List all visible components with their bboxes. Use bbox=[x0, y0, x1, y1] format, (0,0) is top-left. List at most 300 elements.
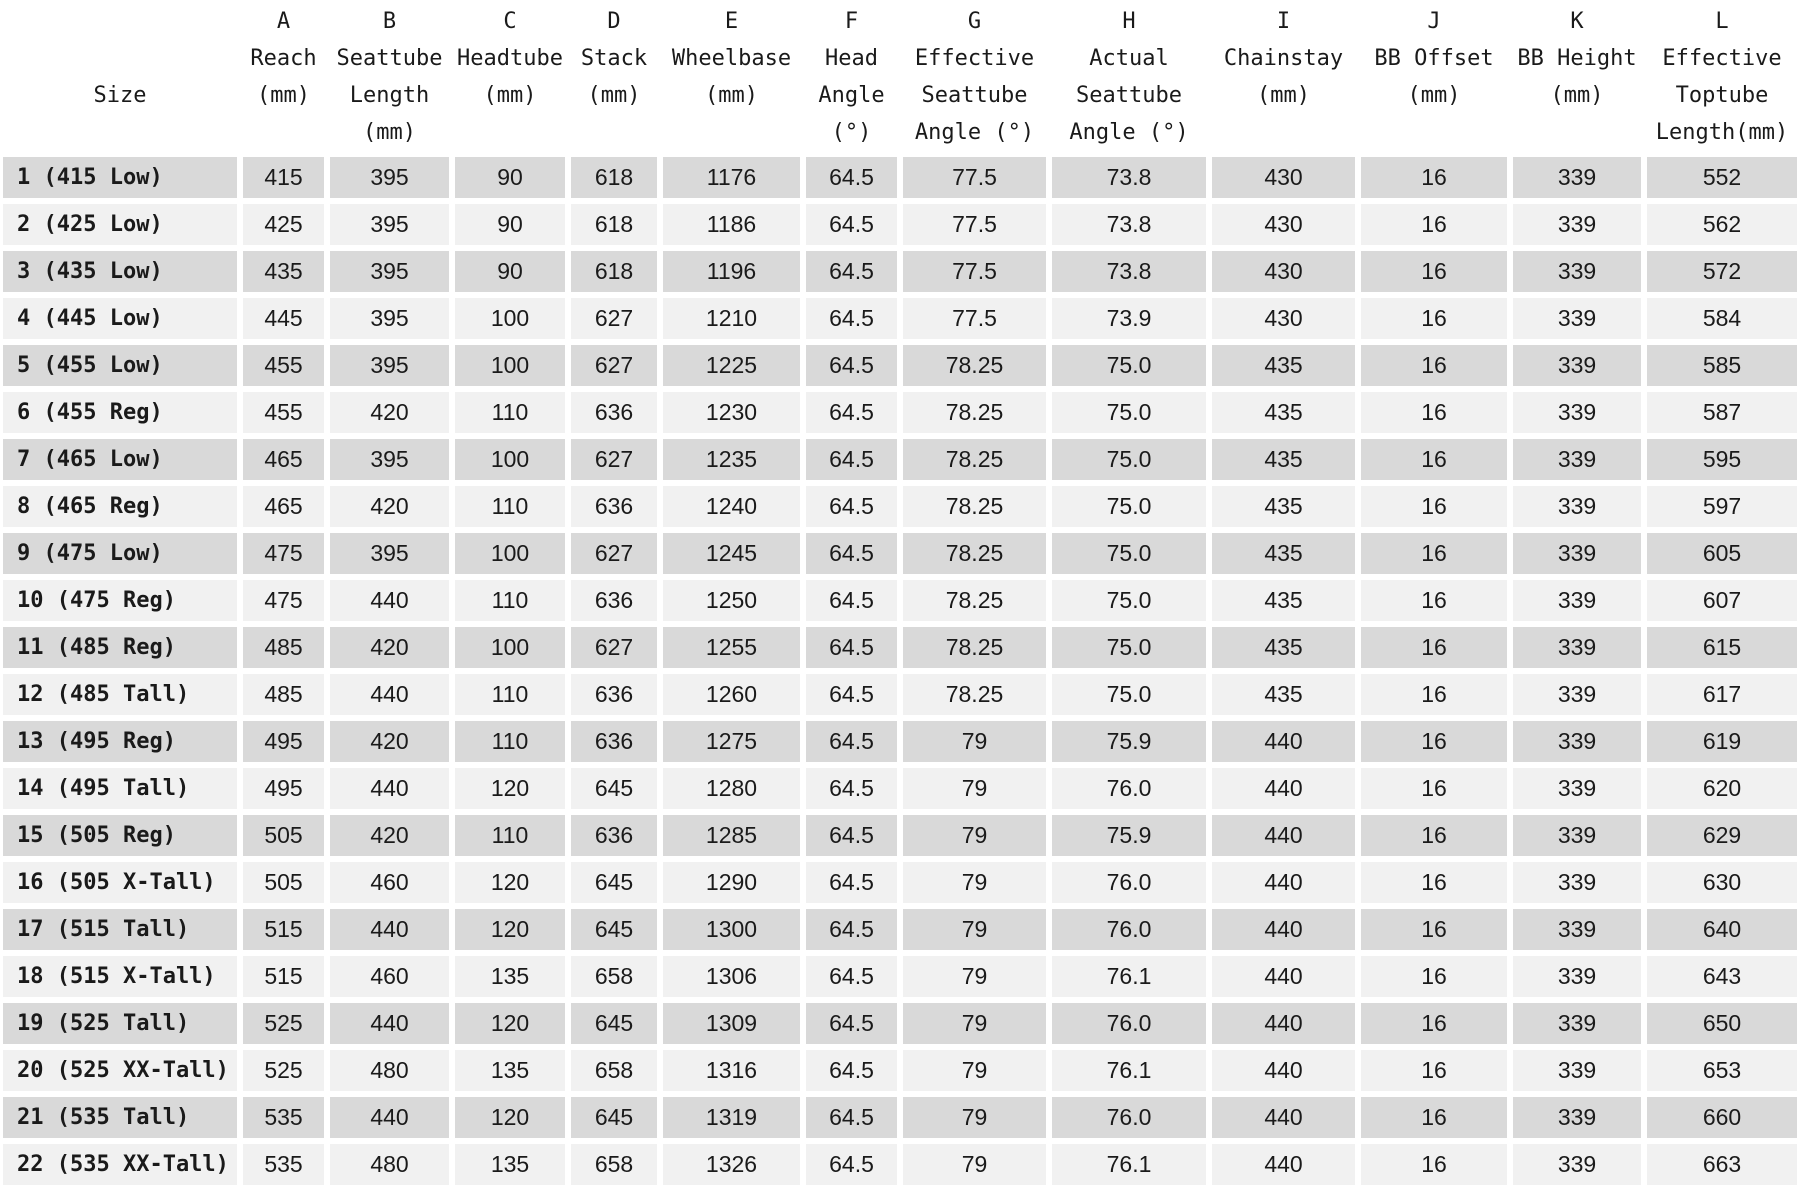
value-cell-i: 440 bbox=[1212, 768, 1355, 809]
value-cell-a: 505 bbox=[243, 815, 324, 856]
value-cell-g: 79 bbox=[903, 815, 1046, 856]
value-cell-a: 505 bbox=[243, 862, 324, 903]
value-cell-g: 78.25 bbox=[903, 439, 1046, 480]
value-cell-i: 435 bbox=[1212, 533, 1355, 574]
column-header-line: Angle (°) bbox=[1069, 120, 1189, 145]
value-cell-l: 629 bbox=[1647, 815, 1797, 856]
size-cell: 21 (535 Tall) bbox=[3, 1097, 237, 1138]
value-cell-k: 339 bbox=[1513, 1144, 1641, 1185]
value-cell-b: 440 bbox=[330, 1097, 449, 1138]
size-cell: 10 (475 Reg) bbox=[3, 580, 237, 621]
table-row bbox=[3, 862, 1797, 903]
value-cell-h: 75.0 bbox=[1052, 674, 1206, 715]
value-cell-f: 64.5 bbox=[806, 1097, 897, 1138]
table-row bbox=[3, 345, 1797, 386]
value-cell-e: 1285 bbox=[663, 815, 800, 856]
size-cell: 8 (465 Reg) bbox=[3, 486, 237, 527]
value-cell-k: 339 bbox=[1513, 157, 1641, 198]
value-cell-d: 645 bbox=[571, 768, 657, 809]
value-cell-j: 16 bbox=[1361, 298, 1507, 339]
value-cell-h: 73.8 bbox=[1052, 157, 1206, 198]
value-cell-k: 339 bbox=[1513, 674, 1641, 715]
value-cell-a: 535 bbox=[243, 1097, 324, 1138]
table-row bbox=[3, 721, 1797, 762]
size-cell: 13 (495 Reg) bbox=[3, 721, 237, 762]
column-header-c bbox=[455, 3, 565, 151]
table-row bbox=[3, 580, 1797, 621]
column-header-line: Effective bbox=[914, 46, 1035, 71]
value-cell-d: 645 bbox=[571, 1097, 657, 1138]
value-cell-e: 1290 bbox=[663, 862, 800, 903]
value-cell-c: 120 bbox=[455, 909, 565, 950]
column-header-line: (mm) bbox=[1550, 83, 1604, 108]
value-cell-e: 1210 bbox=[663, 298, 800, 339]
column-header-line bbox=[571, 114, 657, 151]
value-cell-j: 16 bbox=[1361, 862, 1507, 903]
value-cell-e: 1250 bbox=[663, 580, 800, 621]
size-cell: 18 (515 X-Tall) bbox=[3, 956, 237, 997]
column-header-line: D bbox=[607, 9, 621, 34]
column-header-h bbox=[1052, 3, 1206, 151]
value-cell-d: 636 bbox=[571, 674, 657, 715]
column-header-line: C bbox=[503, 9, 517, 34]
value-cell-d: 627 bbox=[571, 533, 657, 574]
column-header-line: (mm) bbox=[257, 83, 310, 108]
value-cell-d: 658 bbox=[571, 956, 657, 997]
column-header-d bbox=[571, 3, 657, 151]
value-cell-h: 75.0 bbox=[1052, 486, 1206, 527]
column-header-line: Chainstay bbox=[1223, 46, 1344, 71]
column-header-l bbox=[1647, 3, 1797, 151]
value-cell-b: 420 bbox=[330, 486, 449, 527]
column-header-line: BB Offset bbox=[1374, 46, 1494, 71]
value-cell-f: 64.5 bbox=[806, 533, 897, 574]
value-cell-c: 110 bbox=[455, 674, 565, 715]
value-cell-d: 636 bbox=[571, 486, 657, 527]
value-cell-k: 339 bbox=[1513, 627, 1641, 668]
value-cell-g: 77.5 bbox=[903, 298, 1046, 339]
value-cell-i: 440 bbox=[1212, 956, 1355, 997]
value-cell-k: 339 bbox=[1513, 580, 1641, 621]
value-cell-h: 73.9 bbox=[1052, 298, 1206, 339]
table-row bbox=[3, 1144, 1797, 1185]
value-cell-j: 16 bbox=[1361, 439, 1507, 480]
value-cell-b: 395 bbox=[330, 533, 449, 574]
column-header-line: Seattube bbox=[336, 46, 443, 71]
column-header-line: Headtube bbox=[457, 46, 563, 71]
table-row bbox=[3, 674, 1797, 715]
value-cell-g: 79 bbox=[903, 862, 1046, 903]
value-cell-a: 455 bbox=[243, 392, 324, 433]
value-cell-e: 1255 bbox=[663, 627, 800, 668]
value-cell-d: 636 bbox=[571, 815, 657, 856]
value-cell-k: 339 bbox=[1513, 298, 1641, 339]
value-cell-f: 64.5 bbox=[806, 345, 897, 386]
value-cell-b: 395 bbox=[330, 157, 449, 198]
value-cell-h: 76.0 bbox=[1052, 1097, 1206, 1138]
column-header-line: F bbox=[844, 9, 859, 34]
value-cell-k: 339 bbox=[1513, 251, 1641, 292]
value-cell-k: 339 bbox=[1513, 815, 1641, 856]
header-row bbox=[3, 3, 1797, 151]
value-cell-j: 16 bbox=[1361, 1003, 1507, 1044]
column-header-line bbox=[455, 114, 565, 151]
value-cell-c: 110 bbox=[455, 580, 565, 621]
size-cell: 7 (465 Low) bbox=[3, 439, 237, 480]
value-cell-g: 77.5 bbox=[903, 251, 1046, 292]
value-cell-l: 585 bbox=[1647, 345, 1797, 386]
value-cell-e: 1306 bbox=[663, 956, 800, 997]
column-header-line: H bbox=[1122, 9, 1136, 34]
value-cell-e: 1319 bbox=[663, 1097, 800, 1138]
table-header bbox=[3, 3, 1797, 151]
value-cell-a: 535 bbox=[243, 1144, 324, 1185]
value-cell-a: 495 bbox=[243, 721, 324, 762]
value-cell-h: 76.0 bbox=[1052, 862, 1206, 903]
value-cell-j: 16 bbox=[1361, 1144, 1507, 1185]
column-header-line: (mm) bbox=[587, 83, 641, 108]
column-header-line: (mm) bbox=[705, 83, 758, 108]
size-cell: 3 (435 Low) bbox=[3, 251, 237, 292]
column-header-line: Length(mm) bbox=[1655, 120, 1789, 145]
column-header-k bbox=[1513, 3, 1641, 151]
value-cell-i: 440 bbox=[1212, 1050, 1355, 1091]
table-row bbox=[3, 298, 1797, 339]
value-cell-l: 650 bbox=[1647, 1003, 1797, 1044]
value-cell-l: 615 bbox=[1647, 627, 1797, 668]
value-cell-d: 636 bbox=[571, 721, 657, 762]
value-cell-j: 16 bbox=[1361, 815, 1507, 856]
size-cell: 20 (525 XX-Tall) bbox=[3, 1050, 237, 1091]
size-cell: 1 (415 Low) bbox=[3, 157, 237, 198]
value-cell-i: 440 bbox=[1212, 909, 1355, 950]
value-cell-c: 100 bbox=[455, 298, 565, 339]
column-header-line: L bbox=[1715, 9, 1729, 34]
value-cell-b: 440 bbox=[330, 674, 449, 715]
value-cell-k: 339 bbox=[1513, 909, 1641, 950]
column-header-line bbox=[1361, 114, 1507, 151]
value-cell-l: 643 bbox=[1647, 956, 1797, 997]
value-cell-l: 595 bbox=[1647, 439, 1797, 480]
value-cell-j: 16 bbox=[1361, 768, 1507, 809]
column-header-size bbox=[3, 3, 237, 151]
column-header-line: Seattube bbox=[1076, 83, 1182, 108]
value-cell-b: 440 bbox=[330, 580, 449, 621]
table-row bbox=[3, 204, 1797, 245]
value-cell-i: 435 bbox=[1212, 486, 1355, 527]
column-header-g bbox=[903, 3, 1046, 151]
value-cell-g: 77.5 bbox=[903, 157, 1046, 198]
column-header-line: Seattube bbox=[921, 83, 1028, 108]
value-cell-d: 627 bbox=[571, 627, 657, 668]
value-cell-d: 636 bbox=[571, 580, 657, 621]
value-cell-h: 75.9 bbox=[1052, 721, 1206, 762]
value-cell-a: 475 bbox=[243, 533, 324, 574]
value-cell-b: 420 bbox=[330, 721, 449, 762]
size-cell: 16 (505 X-Tall) bbox=[3, 862, 237, 903]
value-cell-l: 620 bbox=[1647, 768, 1797, 809]
value-cell-h: 75.9 bbox=[1052, 815, 1206, 856]
value-cell-k: 339 bbox=[1513, 721, 1641, 762]
value-cell-a: 435 bbox=[243, 251, 324, 292]
size-cell: 6 (455 Reg) bbox=[3, 392, 237, 433]
value-cell-g: 78.25 bbox=[903, 486, 1046, 527]
value-cell-h: 76.0 bbox=[1052, 768, 1206, 809]
value-cell-d: 658 bbox=[571, 1144, 657, 1185]
value-cell-f: 64.5 bbox=[806, 1050, 897, 1091]
value-cell-c: 100 bbox=[455, 439, 565, 480]
value-cell-c: 110 bbox=[455, 721, 565, 762]
value-cell-a: 495 bbox=[243, 768, 324, 809]
column-header-line bbox=[3, 3, 237, 40]
value-cell-a: 465 bbox=[243, 439, 324, 480]
value-cell-e: 1240 bbox=[663, 486, 800, 527]
value-cell-e: 1225 bbox=[663, 345, 800, 386]
value-cell-i: 440 bbox=[1212, 815, 1355, 856]
value-cell-d: 627 bbox=[571, 345, 657, 386]
value-cell-a: 485 bbox=[243, 674, 324, 715]
value-cell-c: 90 bbox=[455, 157, 565, 198]
value-cell-c: 135 bbox=[455, 956, 565, 997]
column-header-f bbox=[806, 3, 897, 151]
value-cell-e: 1326 bbox=[663, 1144, 800, 1185]
value-cell-k: 339 bbox=[1513, 956, 1641, 997]
column-header-line: Stack bbox=[580, 46, 648, 71]
value-cell-c: 110 bbox=[455, 815, 565, 856]
value-cell-k: 339 bbox=[1513, 1050, 1641, 1091]
column-header-line bbox=[3, 40, 237, 77]
value-cell-g: 78.25 bbox=[903, 392, 1046, 433]
value-cell-j: 16 bbox=[1361, 674, 1507, 715]
column-header-line bbox=[243, 114, 324, 151]
value-cell-k: 339 bbox=[1513, 862, 1641, 903]
value-cell-c: 120 bbox=[455, 768, 565, 809]
value-cell-l: 605 bbox=[1647, 533, 1797, 574]
value-cell-k: 339 bbox=[1513, 533, 1641, 574]
value-cell-h: 75.0 bbox=[1052, 345, 1206, 386]
size-cell: 5 (455 Low) bbox=[3, 345, 237, 386]
table-row bbox=[3, 439, 1797, 480]
value-cell-f: 64.5 bbox=[806, 909, 897, 950]
value-cell-g: 78.25 bbox=[903, 627, 1046, 668]
value-cell-c: 90 bbox=[455, 204, 565, 245]
value-cell-h: 76.1 bbox=[1052, 956, 1206, 997]
value-cell-e: 1316 bbox=[663, 1050, 800, 1091]
value-cell-f: 64.5 bbox=[806, 1003, 897, 1044]
value-cell-j: 16 bbox=[1361, 956, 1507, 997]
value-cell-e: 1275 bbox=[663, 721, 800, 762]
value-cell-b: 480 bbox=[330, 1144, 449, 1185]
value-cell-f: 64.5 bbox=[806, 674, 897, 715]
size-cell: 22 (535 XX-Tall) bbox=[3, 1144, 237, 1185]
value-cell-b: 395 bbox=[330, 204, 449, 245]
value-cell-a: 485 bbox=[243, 627, 324, 668]
value-cell-f: 64.5 bbox=[806, 721, 897, 762]
value-cell-e: 1280 bbox=[663, 768, 800, 809]
table-row bbox=[3, 486, 1797, 527]
value-cell-i: 435 bbox=[1212, 345, 1355, 386]
value-cell-b: 395 bbox=[330, 298, 449, 339]
column-header-line: Head bbox=[825, 46, 878, 71]
value-cell-f: 64.5 bbox=[806, 862, 897, 903]
value-cell-e: 1300 bbox=[663, 909, 800, 950]
column-header-line: Toptube bbox=[1675, 83, 1769, 108]
value-cell-l: 619 bbox=[1647, 721, 1797, 762]
table-row bbox=[3, 392, 1797, 433]
column-header-line bbox=[1513, 114, 1641, 151]
value-cell-a: 415 bbox=[243, 157, 324, 198]
value-cell-g: 77.5 bbox=[903, 204, 1046, 245]
value-cell-j: 16 bbox=[1361, 486, 1507, 527]
value-cell-l: 630 bbox=[1647, 862, 1797, 903]
value-cell-f: 64.5 bbox=[806, 580, 897, 621]
value-cell-f: 64.5 bbox=[806, 815, 897, 856]
column-header-line bbox=[663, 114, 800, 151]
column-header-b bbox=[330, 3, 449, 151]
table-row bbox=[3, 533, 1797, 574]
value-cell-j: 16 bbox=[1361, 533, 1507, 574]
value-cell-l: 653 bbox=[1647, 1050, 1797, 1091]
value-cell-b: 395 bbox=[330, 251, 449, 292]
value-cell-c: 110 bbox=[455, 486, 565, 527]
value-cell-h: 76.1 bbox=[1052, 1050, 1206, 1091]
value-cell-c: 120 bbox=[455, 1003, 565, 1044]
value-cell-h: 73.8 bbox=[1052, 251, 1206, 292]
value-cell-e: 1230 bbox=[663, 392, 800, 433]
value-cell-g: 78.25 bbox=[903, 580, 1046, 621]
value-cell-l: 572 bbox=[1647, 251, 1797, 292]
value-cell-d: 618 bbox=[571, 204, 657, 245]
value-cell-h: 76.0 bbox=[1052, 909, 1206, 950]
value-cell-j: 16 bbox=[1361, 1050, 1507, 1091]
value-cell-i: 430 bbox=[1212, 157, 1355, 198]
value-cell-j: 16 bbox=[1361, 157, 1507, 198]
value-cell-i: 435 bbox=[1212, 674, 1355, 715]
value-cell-c: 100 bbox=[455, 533, 565, 574]
value-cell-h: 76.1 bbox=[1052, 1144, 1206, 1185]
value-cell-i: 440 bbox=[1212, 721, 1355, 762]
value-cell-j: 16 bbox=[1361, 909, 1507, 950]
column-header-line: BB Height bbox=[1517, 46, 1637, 71]
value-cell-f: 64.5 bbox=[806, 768, 897, 809]
value-cell-l: 584 bbox=[1647, 298, 1797, 339]
value-cell-a: 425 bbox=[243, 204, 324, 245]
column-header-line: (mm) bbox=[363, 120, 416, 145]
value-cell-e: 1186 bbox=[663, 204, 800, 245]
value-cell-k: 339 bbox=[1513, 392, 1641, 433]
value-cell-c: 110 bbox=[455, 392, 565, 433]
column-header-line bbox=[1212, 114, 1355, 151]
value-cell-l: 587 bbox=[1647, 392, 1797, 433]
value-cell-k: 339 bbox=[1513, 439, 1641, 480]
column-header-line: Angle bbox=[818, 83, 885, 108]
value-cell-i: 430 bbox=[1212, 204, 1355, 245]
value-cell-d: 645 bbox=[571, 909, 657, 950]
column-header-line: Reach bbox=[250, 46, 317, 71]
table-row bbox=[3, 251, 1797, 292]
value-cell-g: 79 bbox=[903, 956, 1046, 997]
value-cell-c: 100 bbox=[455, 345, 565, 386]
value-cell-k: 339 bbox=[1513, 486, 1641, 527]
column-header-line: Size bbox=[93, 83, 147, 108]
table-row bbox=[3, 1097, 1797, 1138]
value-cell-k: 339 bbox=[1513, 1003, 1641, 1044]
column-header-line: Actual bbox=[1089, 46, 1169, 71]
table-row bbox=[3, 627, 1797, 668]
value-cell-l: 640 bbox=[1647, 909, 1797, 950]
column-header-line: B bbox=[382, 9, 397, 34]
value-cell-a: 515 bbox=[243, 909, 324, 950]
value-cell-i: 435 bbox=[1212, 392, 1355, 433]
table-row bbox=[3, 768, 1797, 809]
value-cell-i: 440 bbox=[1212, 1003, 1355, 1044]
value-cell-i: 430 bbox=[1212, 298, 1355, 339]
value-cell-c: 135 bbox=[455, 1050, 565, 1091]
value-cell-l: 552 bbox=[1647, 157, 1797, 198]
value-cell-e: 1245 bbox=[663, 533, 800, 574]
value-cell-b: 395 bbox=[330, 439, 449, 480]
value-cell-d: 636 bbox=[571, 392, 657, 433]
value-cell-f: 64.5 bbox=[806, 627, 897, 668]
column-header-e bbox=[663, 3, 800, 151]
value-cell-a: 475 bbox=[243, 580, 324, 621]
value-cell-c: 135 bbox=[455, 1144, 565, 1185]
value-cell-j: 16 bbox=[1361, 392, 1507, 433]
value-cell-f: 64.5 bbox=[806, 204, 897, 245]
value-cell-j: 16 bbox=[1361, 345, 1507, 386]
value-cell-a: 445 bbox=[243, 298, 324, 339]
table-row bbox=[3, 1003, 1797, 1044]
column-header-i bbox=[1212, 3, 1355, 151]
table-row bbox=[3, 1050, 1797, 1091]
value-cell-c: 120 bbox=[455, 862, 565, 903]
value-cell-i: 440 bbox=[1212, 862, 1355, 903]
value-cell-l: 562 bbox=[1647, 204, 1797, 245]
value-cell-g: 79 bbox=[903, 1003, 1046, 1044]
value-cell-e: 1309 bbox=[663, 1003, 800, 1044]
column-header-a bbox=[243, 3, 324, 151]
value-cell-d: 658 bbox=[571, 1050, 657, 1091]
table-body bbox=[3, 157, 1797, 1185]
value-cell-i: 435 bbox=[1212, 439, 1355, 480]
value-cell-f: 64.5 bbox=[806, 956, 897, 997]
value-cell-f: 64.5 bbox=[806, 251, 897, 292]
table-row bbox=[3, 815, 1797, 856]
value-cell-b: 460 bbox=[330, 862, 449, 903]
value-cell-j: 16 bbox=[1361, 627, 1507, 668]
size-cell: 4 (445 Low) bbox=[3, 298, 237, 339]
size-cell: 9 (475 Low) bbox=[3, 533, 237, 574]
value-cell-b: 440 bbox=[330, 768, 449, 809]
value-cell-f: 64.5 bbox=[806, 486, 897, 527]
size-cell: 14 (495 Tall) bbox=[3, 768, 237, 809]
value-cell-h: 75.0 bbox=[1052, 533, 1206, 574]
size-cell: 2 (425 Low) bbox=[3, 204, 237, 245]
value-cell-g: 79 bbox=[903, 768, 1046, 809]
value-cell-e: 1176 bbox=[663, 157, 800, 198]
value-cell-h: 75.0 bbox=[1052, 580, 1206, 621]
column-header-line: (°) bbox=[831, 120, 872, 145]
value-cell-k: 339 bbox=[1513, 345, 1641, 386]
table-row bbox=[3, 157, 1797, 198]
value-cell-f: 64.5 bbox=[806, 1144, 897, 1185]
value-cell-i: 435 bbox=[1212, 627, 1355, 668]
value-cell-d: 618 bbox=[571, 251, 657, 292]
value-cell-d: 627 bbox=[571, 298, 657, 339]
value-cell-c: 90 bbox=[455, 251, 565, 292]
value-cell-d: 618 bbox=[571, 157, 657, 198]
value-cell-c: 120 bbox=[455, 1097, 565, 1138]
